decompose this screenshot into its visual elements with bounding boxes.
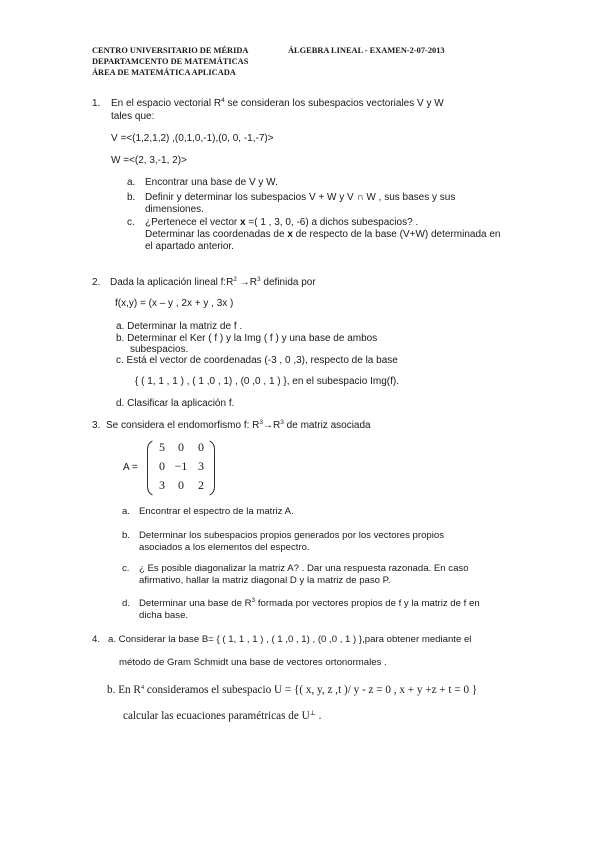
q3-b-text-cont: asociados a los elementos del espectro. [139,542,310,553]
q1-b-text-cont: dimensiones. [145,204,204,215]
q3-c-text: ¿ Es posible diagonalizar la matriz A? . Dar una respuesta razonada. En caso [139,563,469,574]
q3-a-label: a. [122,506,131,517]
q4-a-text: a. Considerar la base B= { ( 1, 1 , 1 ) , ( 1 ,0 , 1) , (0 ,0 , 1 ) },para obtener mediante el [108,634,472,645]
header-department: DEPARTAMCENTO DE MATEMÁTICAS [92,57,249,66]
header-center-name: CENTRO UNIVERSITARIO DE MÉRIDA [92,46,249,55]
q1-number: 1. [92,98,101,109]
q3-b-label: b. [122,530,131,541]
matrix-label: A = [123,462,138,473]
header-area: ÁREA DE MATEMÁTICA APLICADA [92,68,236,77]
q3-b-text: Determinar los subespacios propios generados por los vectores propios [139,530,445,541]
q4-b-text: b. En $R^4$ consideramos el subespacio U = {( x, y, z ,t )/ y - z = 0 , x + y +z + t = 0 } [107,684,478,696]
q4-number: 4. [92,634,101,645]
exam-title: ÁLGEBRA LINEAL - EXAMEN-2-07-2013 [288,46,445,55]
q1-subspace-w: W =<(2, 3,-1, 2)> [111,155,187,166]
q2-a-text: a. Determinar la matriz de f . [116,321,243,332]
q3-intro: Se considera el endomorfismo f: $R^3\to R^3$ de matriz asociada [106,419,371,431]
q2-function-definition: f(x,y) = (x – y , 2x + y , 3x ) [115,298,234,309]
q1-subspace-v: V =<(1,2,1,2) ,(0,1,0,-1),(0, 0, -1,-7)> [111,133,274,144]
q3-a-text: Encontrar el espectro de la matriz A. [139,506,294,517]
q1-c-label: c. [127,217,135,228]
matrix-cell: −1 [174,459,188,473]
q2-b-text: b. Determinar el Ker ( f ) y la Img ( f ) y una base de ambos [116,333,378,344]
q2-intro: Dada la aplicación lineal $f:R^2 \to R^3$ definida por [110,276,316,288]
matrix-cell: 0 [178,440,184,454]
q1-c-text: ¿Pertenece el vector x =( 1 , 3, 0, -6) a dichos subespacios? . [145,217,419,228]
matrix-cell: 0 [198,440,204,454]
q3-number: 3. [92,420,101,431]
matrix-cell: 0 [159,459,165,473]
matrix-cell: 5 [159,440,165,454]
matrix-a [147,440,215,496]
q1-c-text-end: el apartado anterior. [145,241,234,252]
q1-b-text: Definir y determinar los subespacios V + W y V ∩ W , sus bases y sus [145,192,456,203]
matrix-cell: 3 [159,478,165,492]
q1-b-label: b. [127,192,136,203]
q1-intro: En el espacio vectorial $R^4$ se consideran los subespacios vectoriales V y W [111,97,444,109]
q1-a-label: a. [127,177,136,188]
q1-a-text: Encontrar una base de V y W. [145,177,278,188]
q3-d-text-cont: dicha base. [139,610,189,621]
q1-c-text-cont: Determinar las coordenadas de x de respecto de la base (V+W) determinada en [145,229,501,240]
q4-a-text-cont: método de Gram Schmidt una base de vectores ortonormales . [119,657,387,668]
matrix-cell: 3 [198,459,204,473]
q2-c-basis: { ( 1, 1 , 1 ) , ( 1 ,0 , 1) , (0 ,0 , 1 ) }, en el subespacio Img(f). [135,376,400,387]
matrix-cell: 0 [178,478,184,492]
q3-d-label: d. [122,598,131,609]
q4-b-text-cont: calcular las ecuaciones paramétricas de U⊥ . [123,710,322,722]
q3-c-label: c. [122,563,130,574]
q2-number: 2. [92,277,101,288]
matrix-cell: 2 [198,478,204,492]
q3-c-text-cont: afirmativo, hallar la matriz diagonal D y la matriz de paso P. [139,575,391,586]
q1-intro-line2: tales que: [111,111,155,122]
q2-d-text: d. Clasificar la aplicación f. [116,398,235,409]
q3-d-text: Determinar una base de $R^3$ formada por vectores propios de f y la matriz de f en [139,597,480,609]
q2-c-text: c. Está el vector de coordenadas (-3 , 0 ,3), respecto de la base [116,355,398,366]
q2-b-text-cont: subespacios. [130,344,189,355]
